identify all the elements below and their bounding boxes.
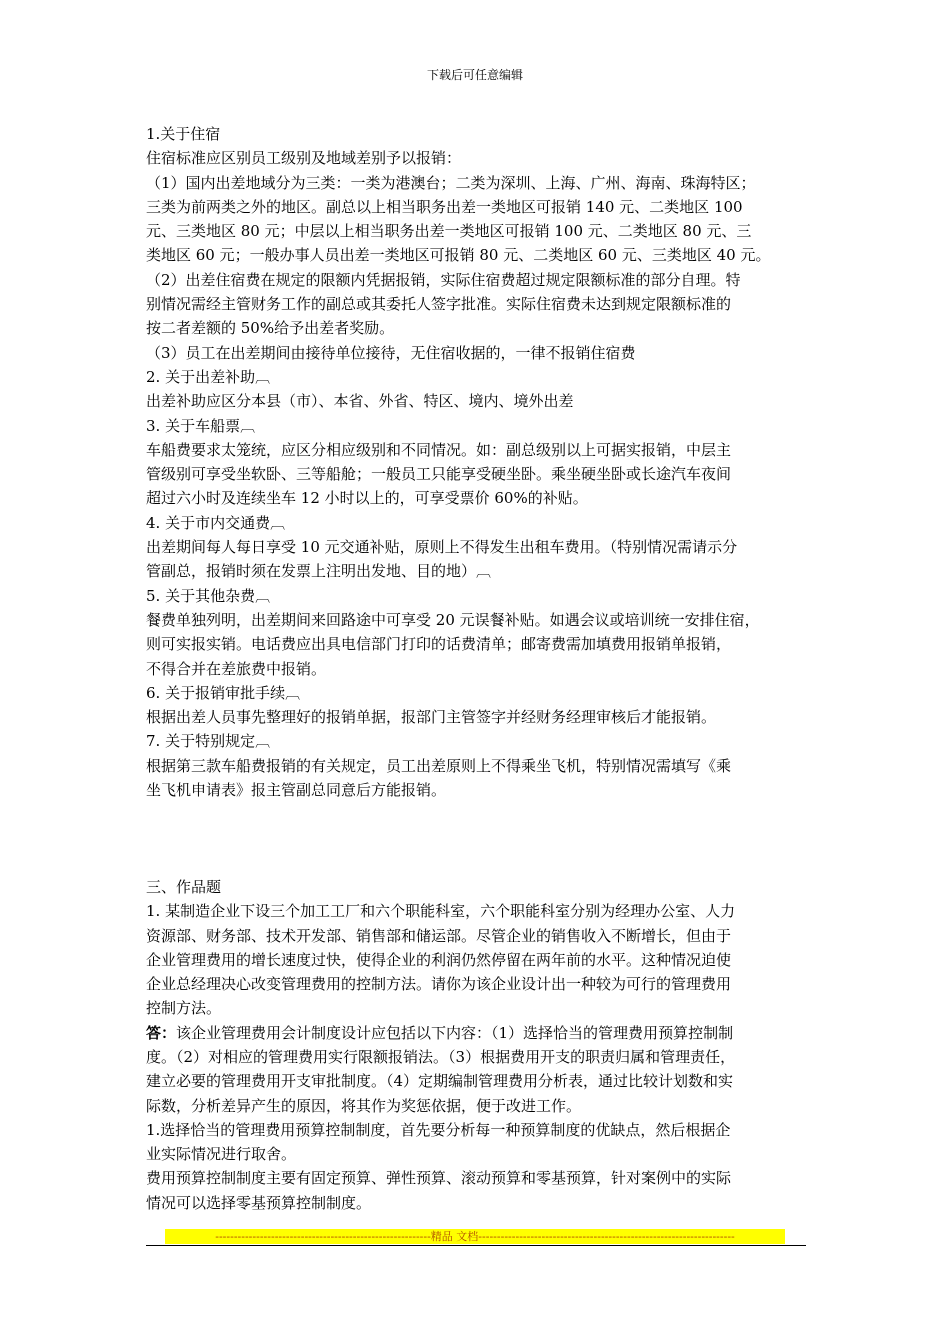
- section-heading: 三、作品题: [146, 877, 222, 896]
- answer-line: 费用预算控制制度主要有固定预算、弹性预算、滚动预算和零基预算，针对案例中的实际: [146, 1169, 732, 1188]
- paragraph-line: 坐飞机申请表》报主管副总同意后方能报销。: [146, 781, 447, 800]
- heading-lodging: 1.关于住宿: [146, 125, 221, 143]
- paragraph-line: 根据出差人员事先整理好的报销单据，报部门主管签字并经财务经理审核后才能报销。: [146, 708, 717, 727]
- answer-line: 建立必要的管理费用开支审批制度。（4）定期编制管理费用分析表，通过比较计划数和实: [146, 1072, 734, 1091]
- question-line: 控制方法。: [146, 999, 222, 1018]
- paragraph-line: 别情况需经主管财务工作的副总或其委托人签字批准。实际住宿费未达到规定限额标准的: [146, 295, 732, 314]
- paragraph-line: 按二者差额的 50%给予出差者奖励。: [146, 319, 395, 338]
- heading-travel-allowance: 2. 关于出差补助︹: [146, 367, 271, 386]
- spacer: [146, 851, 810, 875]
- paragraph-line: 住宿标准应区别员工级别及地域差别予以报销：: [146, 149, 462, 168]
- paragraph-line: （1）国内出差地域分为三类：一类为港澳台；二类为深圳、上海、广州、海南、珠海特区；: [146, 173, 756, 192]
- paragraph-line: 超过六小时及连续坐车 12 小时以上的，可享受票价 60%的补贴。: [146, 489, 588, 508]
- heading-tickets: 3. 关于车船票︹: [146, 416, 256, 435]
- answer-text: 该企业管理费用会计制度设计应包括以下内容：（1）选择恰当的管理费用预算控制制: [176, 1023, 734, 1042]
- heading-special-rules: 7. 关于特别规定︹: [146, 732, 271, 751]
- heading-local-transport: 4. 关于市内交通费︹: [146, 513, 286, 532]
- page-header: 下载后可任意编辑: [426, 68, 523, 82]
- paragraph-line: 则可实报实销。电话费应出具电信部门打印的话费清单；邮寄费需加填费用报销单报销，: [146, 635, 732, 654]
- answer-line: 1.选择恰当的管理费用预算控制制度，首先要分析每一种预算制度的优缺点，然后根据企: [146, 1120, 731, 1139]
- paragraph-line: 车船费要求太笼统，应区分相应级别和不同情况。如：副总级别以上可据实报销，中层主: [146, 440, 732, 459]
- answer-label: 答：: [146, 1023, 177, 1042]
- answer-line: 情况可以选择零基预算控制制度。: [146, 1193, 372, 1212]
- heading-misc-fees: 5. 关于其他杂费︹: [146, 586, 271, 605]
- paragraph-line: 类地区 60 元；一般办事人员出差一类地区可报销 80 元、二类地区 60 元、三类地区 40 元。: [146, 246, 771, 265]
- spacer: [146, 802, 810, 851]
- paragraph-line: 出差补助应区分本县（市）、本省、外省、特区、境内、境外出差: [146, 392, 574, 411]
- paragraph-line: 根据第三款车船费报销的有关规定，员工出差原则上不得乘坐飞机，特别情况需填写《乘: [146, 756, 732, 775]
- heading-approval: 6. 关于报销审批手续︹: [146, 683, 301, 702]
- paragraph-line: 元、三类地区 80 元；中层以上相当职务出差一类地区可报销 100 元、二类地区 80 元、三: [146, 222, 752, 241]
- paragraph-line: 三类为前两类之外的地区。副总以上相当职务出差一类地区可报销 140 元、二类地区 100: [146, 197, 743, 216]
- answer-line: 业实际情况进行取舍。: [146, 1145, 297, 1164]
- paragraph-line: 管副总，报销时须在发票上注明出发地、目的地）︹: [146, 562, 492, 581]
- question-line: 资源部、财务部、技术开发部、销售部和储运部。尽管企业的销售收入不断增长，但由于: [146, 926, 732, 945]
- paragraph-line: 出差期间每人每日享受 10 元交通补贴，原则上不得发生出租车费用。（特别情况需请示分: [146, 538, 738, 557]
- question-line: 企业管理费用的增长速度过快，使得企业的利润仍然停留在两年前的水平。这种情况迫使: [146, 950, 732, 969]
- section-assignment: [146, 875, 810, 1215]
- section-travel-rules: [146, 122, 810, 802]
- document-body: [146, 122, 810, 1215]
- paragraph-line: 不得合并在差旅费中报销。: [146, 659, 327, 678]
- footer-divider: [146, 1245, 806, 1246]
- paragraph-line: （2）出差住宿费在规定的限额内凭据报销，实际住宿费超过规定限额标准的部分自理。特: [146, 270, 741, 289]
- paragraph-line: （3）员工在出差期间由接待单位接待，无住宿收据的，一律不报销住宿费: [146, 343, 636, 362]
- paragraph-line: 餐费单独列明，出差期间来回路途中可享受 20 元误餐补贴。如遇会议或培训统一安排住宿，: [146, 610, 760, 629]
- question-line: 1. 某制造企业下设三个加工工厂和六个职能科室，六个职能科室分别为经理办公室、人力: [146, 902, 736, 921]
- paragraph-line: 管级别可享受坐软卧、三等船舱；一般员工只能享受硬坐卧。乘坐硬坐卧或长途汽车夜间: [146, 465, 732, 484]
- footer-watermark: ----------------------------------------------------------精品 文档---------------------------------------------------------------------: [165, 1229, 785, 1244]
- question-line: 企业总经理决心改变管理费用的控制方法。请你为该企业设计出一种较为可行的管理费用: [146, 975, 732, 994]
- answer-first-line: [146, 1021, 810, 1045]
- answer-line: 度。（2）对相应的管理费用实行限额报销法。（3）根据费用开支的职责归属和管理责任，: [146, 1047, 736, 1066]
- answer-line: 际数，分析差异产生的原因，将其作为奖惩依据，便于改进工作。: [146, 1096, 582, 1115]
